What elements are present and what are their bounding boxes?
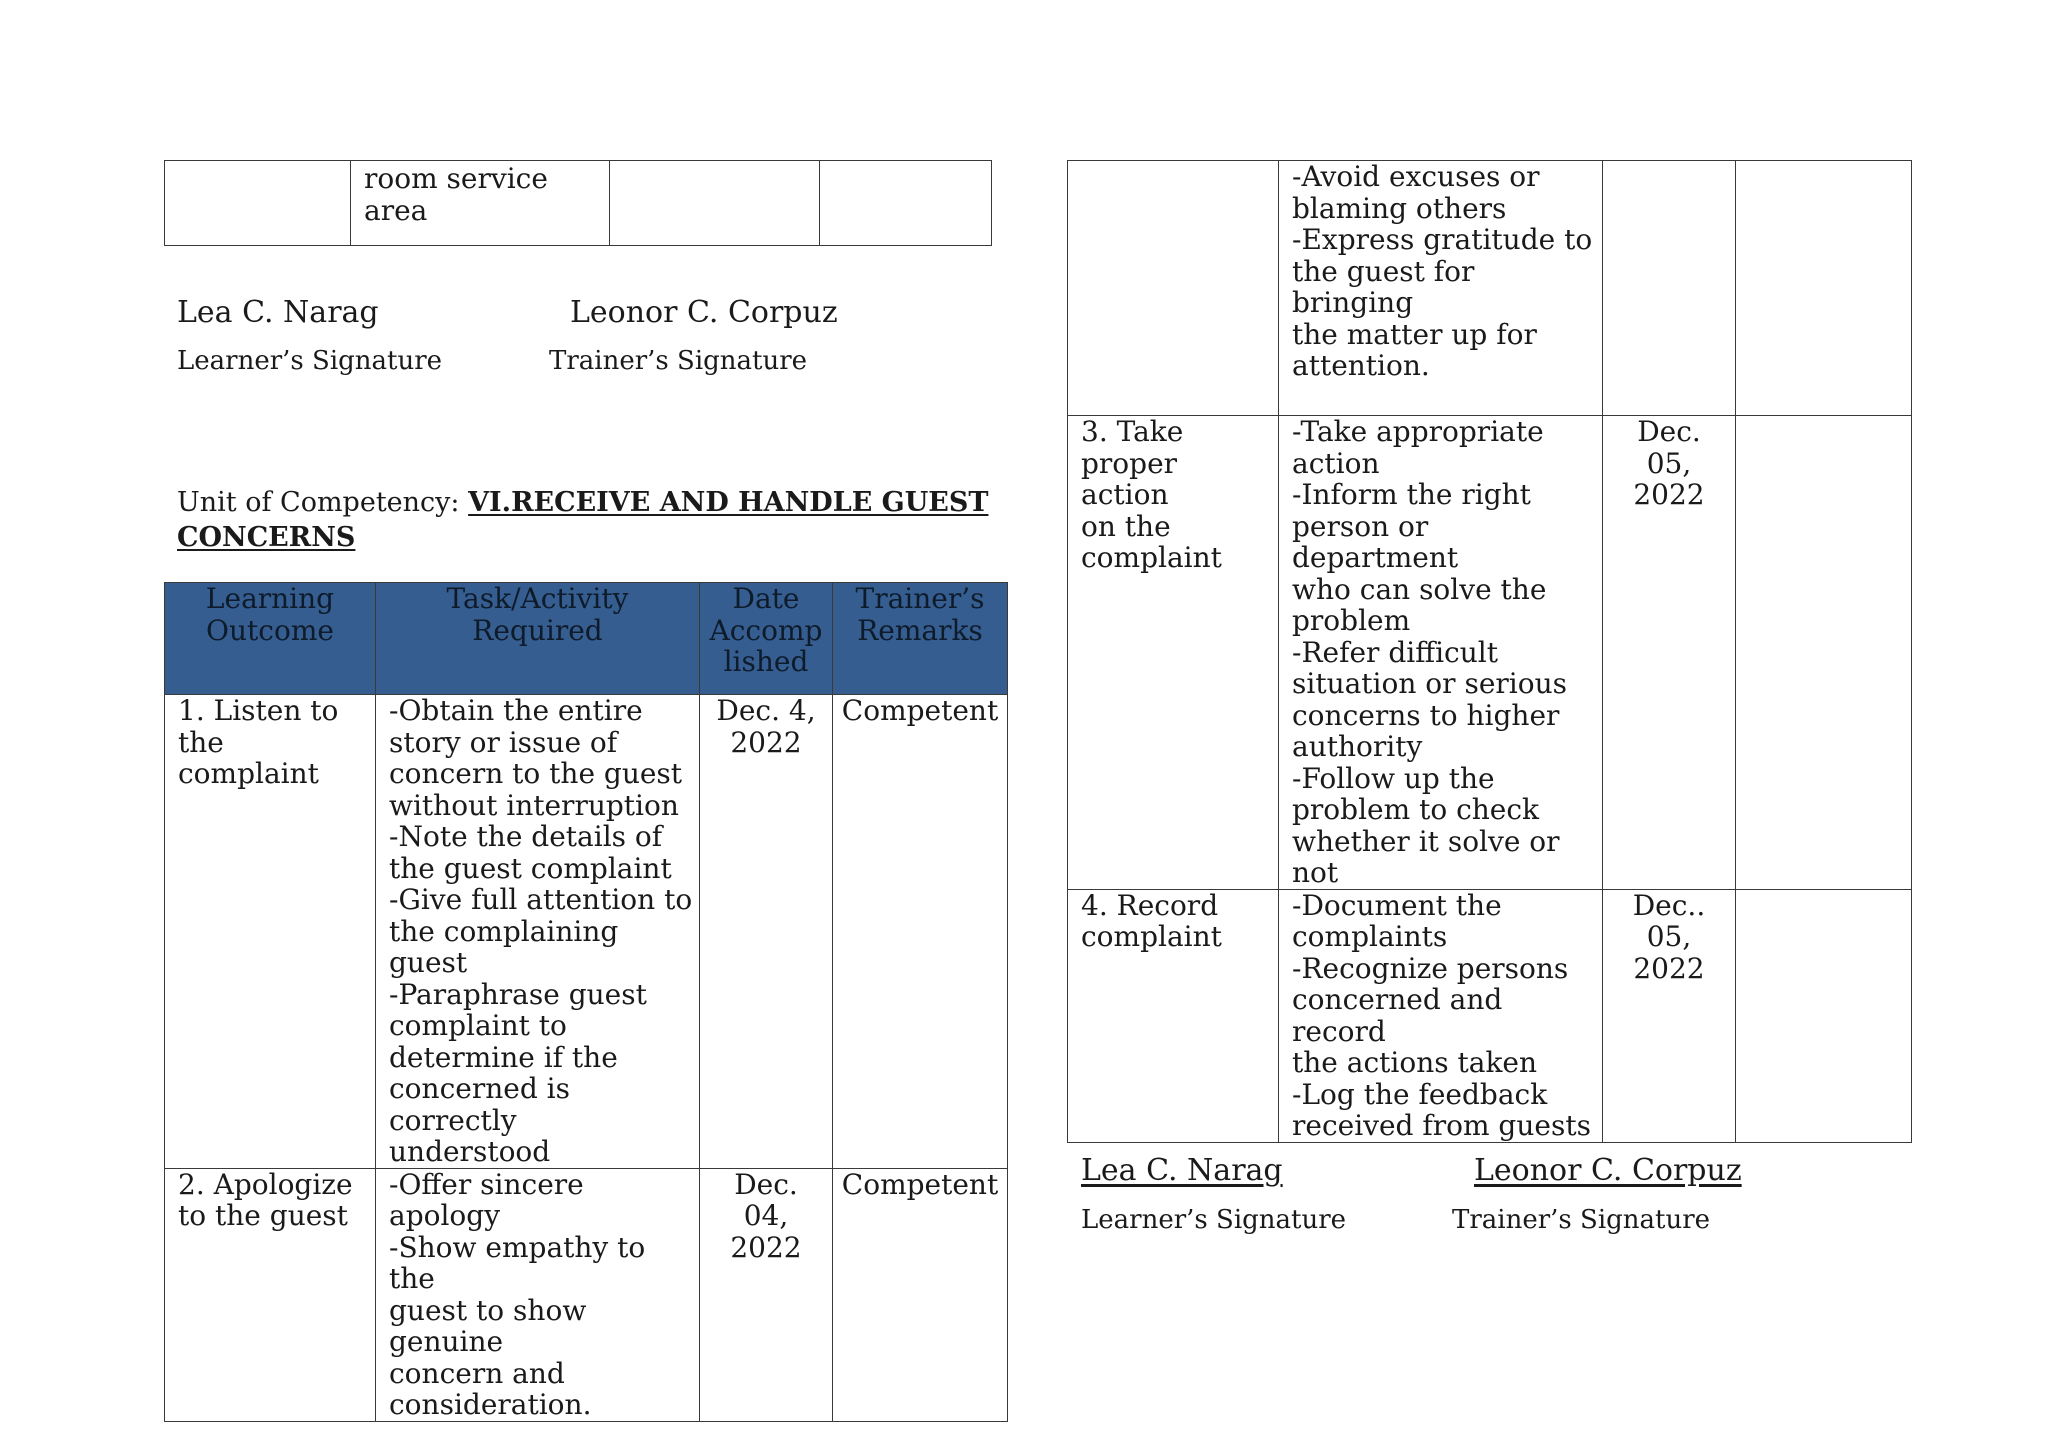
empty-cell bbox=[165, 161, 351, 246]
date-accomplished: Dec. 05, 2022 bbox=[1633, 415, 1705, 511]
learning-outcome: 2. Apologize to the guest bbox=[178, 1167, 353, 1232]
header-task-activity: Task/Activity Required bbox=[376, 583, 700, 695]
table-row bbox=[1068, 889, 1912, 1142]
continuation-table bbox=[164, 160, 992, 246]
table-row bbox=[165, 1168, 1008, 1421]
trainer-signature-label: Trainer’s Signature bbox=[549, 346, 808, 376]
header-learning-outcome: Learning Outcome bbox=[165, 583, 376, 695]
trainer-name: Leonor C. Corpuz bbox=[570, 295, 838, 330]
date-accomplished: Dec. 04, 2022 bbox=[730, 1167, 802, 1264]
trainer-signature-label: Trainer’s Signature bbox=[1452, 1205, 1711, 1235]
task-list: -Offer sincere apology -Show empathy to the guest to show genuine concern and consideration. bbox=[389, 1167, 646, 1421]
task-list: -Take appropriate action -Inform the right person or department who can solve the problem -Refer difficult situation or serious concerns to higher authority -Follow up the problem to check whether it solve or not bbox=[1292, 415, 1567, 889]
unit-of-competency bbox=[177, 485, 997, 555]
date-accomplished: Dec. 4, 2022 bbox=[716, 694, 816, 759]
competency-table bbox=[164, 582, 1008, 1422]
table-row bbox=[1068, 161, 1912, 416]
trainer-name: Leonor C. Corpuz bbox=[1474, 1153, 1742, 1188]
trainer-remarks: Competent bbox=[841, 1167, 999, 1201]
task-list: -Avoid excuses or blaming others -Express gratitude to the guest for bringing the matter up for attention. bbox=[1292, 160, 1593, 382]
unit-title-line2: CONCERNS bbox=[177, 522, 356, 553]
task-list: -Obtain the entire story or issue of concern to the guest without interruption -Note the details of the guest complaint -Give full attention to the complaining guest -Paraphrase guest complaint to determine if the concerned is correctly understood bbox=[389, 694, 693, 1168]
table-row bbox=[165, 695, 1008, 1169]
learner-name: Lea C. Narag bbox=[1081, 1153, 1283, 1188]
competency-table-continued bbox=[1067, 160, 1912, 1143]
learning-outcome: 3. Take proper action on the complaint bbox=[1081, 415, 1222, 574]
task-list: -Document the complaints -Recognize persons concerned and record the actions taken -Log the feedback received from guests bbox=[1292, 888, 1591, 1142]
empty-cell bbox=[610, 161, 820, 246]
date-accomplished: Dec.. 05, 2022 bbox=[1632, 888, 1706, 985]
learning-outcome: 4. Record complaint bbox=[1081, 888, 1222, 953]
unit-title-line1: VI.RECEIVE AND HANDLE GUEST bbox=[468, 487, 989, 518]
learner-signature-label: Learner’s Signature bbox=[177, 346, 443, 376]
learner-name: Lea C. Narag bbox=[177, 295, 379, 330]
header-trainer-remarks: Trainer’s Remarks bbox=[833, 583, 1008, 695]
task-cell: room service area bbox=[351, 161, 610, 246]
unit-label: Unit of Competency: bbox=[177, 487, 469, 518]
learning-outcome: 1. Listen to the complaint bbox=[178, 694, 339, 790]
learner-signature-label: Learner’s Signature bbox=[1081, 1205, 1347, 1235]
empty-cell bbox=[820, 161, 992, 246]
header-date-accomplished: Date Accomp lished bbox=[700, 583, 833, 695]
trainer-remarks: Competent bbox=[841, 694, 999, 727]
table-row bbox=[1068, 416, 1912, 890]
